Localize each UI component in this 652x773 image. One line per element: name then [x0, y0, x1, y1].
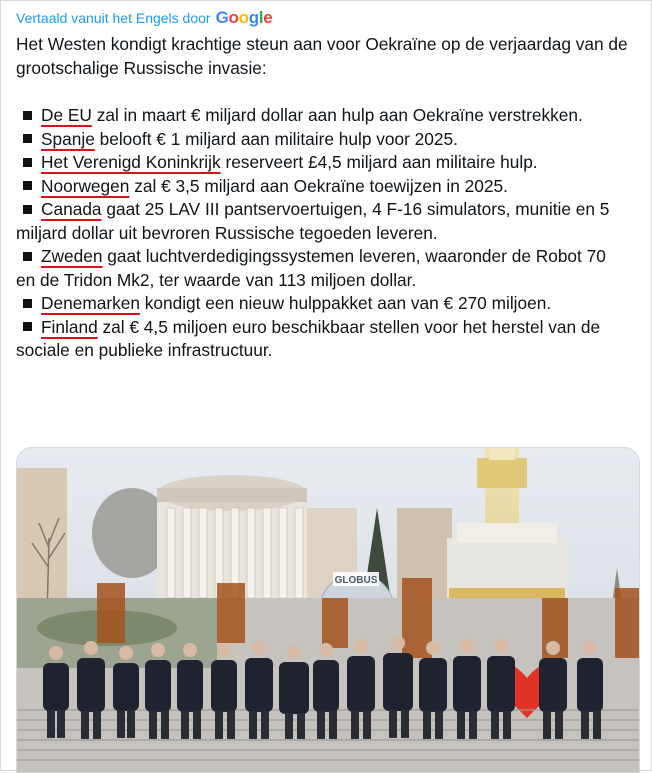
item-text: belooft € 1 miljard aan militaire hulp voor 2025.	[94, 128, 458, 149]
bullet-square-icon	[23, 134, 32, 143]
item-text: gaat 25 LAV III pantservoertuigen, 4 F-16 simulators, munitie en 5 miljard dollar uit bevroren Russische tegoeden leveren.	[16, 199, 610, 243]
bullet-square-icon	[23, 111, 32, 120]
item-text: zal € 4,5 miljoen euro beschikbaar stellen voor het herstel van de sociale en publieke infrastructuur.	[16, 316, 601, 360]
bullet-square-icon	[23, 299, 32, 308]
tweet-photo[interactable]	[16, 447, 640, 773]
item-text: reserveert £4,5 miljard aan militaire hulp.	[220, 152, 538, 172]
list-item	[16, 316, 628, 363]
tweet-text	[16, 33, 628, 363]
item-text: zal in maart € miljard dollar aan hulp aan Oekraïne verstrekken.	[91, 105, 583, 125]
country-name: Het Verenigd Koninkrijk	[41, 152, 221, 172]
country-name: Spanje	[41, 128, 95, 149]
bullet-square-icon	[23, 322, 32, 331]
list-item	[16, 128, 628, 152]
country-name: Denemarken	[41, 293, 140, 313]
list-item	[16, 245, 628, 292]
country-name: Canada	[41, 199, 102, 219]
country-name: Zweden	[41, 246, 103, 266]
translation-attribution[interactable]	[16, 8, 272, 28]
item-text: zal € 3,5 miljard aan Oekraïne toewijzen in 2025.	[129, 175, 508, 196]
bullet-square-icon	[23, 158, 32, 167]
list-item	[16, 175, 628, 199]
list-item	[16, 292, 628, 316]
bullet-square-icon	[23, 205, 32, 214]
google-logo: Google	[215, 8, 273, 27]
country-name: De EU	[41, 105, 92, 125]
translation-label[interactable]: Vertaald vanuit het Engels door	[16, 10, 211, 26]
item-text: gaat luchtverdedigingssystemen leveren, waaronder de Robot 70 en de Tridon Mk2, ter waarde van 113 miljoen dollar.	[16, 246, 606, 290]
country-name: Finland	[41, 316, 98, 337]
list-item	[16, 198, 628, 245]
bullet-square-icon	[23, 181, 32, 190]
photo-illustration	[17, 448, 639, 772]
country-name: Noorwegen	[41, 175, 130, 196]
bullet-square-icon	[23, 252, 32, 261]
item-text: kondigt een nieuw hulppakket aan van € 270 miljoen.	[139, 293, 552, 313]
globus-sign: GLOBUS	[334, 575, 378, 586]
list-item	[16, 104, 628, 128]
tweet-intro: Het Westen kondigt krachtige steun aan voor Oekraïne op de verjaardag van de grootschalige Russische invasie:	[16, 34, 628, 78]
list-item	[16, 151, 628, 175]
